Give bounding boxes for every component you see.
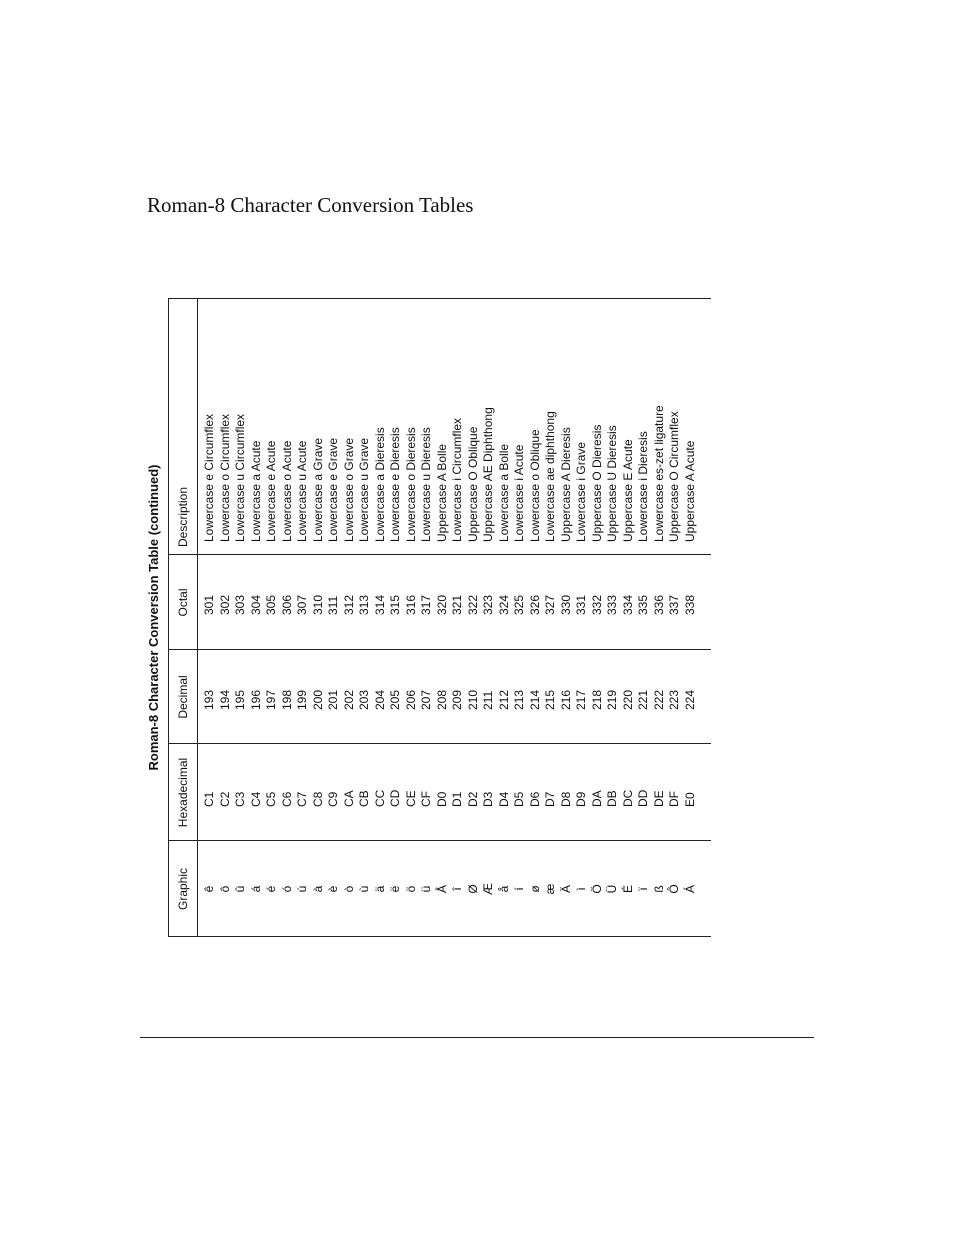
cell-octal: 312	[341, 594, 356, 615]
cell-decimal: 224	[682, 689, 697, 710]
cell-graphic: á	[248, 885, 263, 893]
cell-decimal: 206	[403, 689, 418, 710]
cell-decimal: 221	[636, 689, 650, 710]
cell-description: Uppercase O Oblique	[465, 426, 480, 542]
page-title: Roman-8 Character Conversion Tables	[147, 193, 474, 217]
cell-graphic: Ä	[558, 885, 573, 894]
cell-description: Lowercase i Circumflex	[450, 417, 464, 542]
cell-description: Lowercase i Grave	[574, 441, 588, 542]
cell-decimal: 208	[434, 689, 449, 710]
table-row	[404, 299, 420, 937]
cell-description: Lowercase i Dieresis	[636, 431, 650, 542]
cell-description: Lowercase e Circumflex	[202, 413, 216, 542]
cell-hexadecimal: C9	[326, 791, 340, 807]
table-row	[528, 299, 544, 937]
cell-description: Uppercase A Bolle	[434, 443, 449, 542]
cell-decimal: 222	[651, 689, 666, 710]
cell-description: Lowercase a Bolle	[496, 443, 511, 542]
cell-description: Uppercase U Dieresis	[605, 425, 619, 542]
cell-description: Lowercase u Circumflex	[233, 413, 247, 542]
column-header-description: Description	[176, 486, 190, 547]
cell-graphic: î	[450, 887, 464, 891]
cell-hexadecimal: CD	[388, 789, 402, 807]
cell-hexadecimal: D9	[574, 791, 588, 807]
cell-graphic: è	[326, 885, 340, 893]
cell-octal: 335	[636, 594, 650, 615]
cell-octal: 303	[233, 594, 247, 615]
cell-decimal: 193	[202, 689, 216, 710]
column-header-octal: Octal	[176, 588, 190, 617]
table-row	[497, 299, 513, 937]
cell-decimal: 219	[605, 689, 619, 710]
cell-description: Lowercase o Acute	[279, 440, 294, 542]
cell-graphic: Ô	[667, 884, 681, 894]
cell-decimal: 205	[388, 689, 402, 710]
cell-description: Uppercase AE Diphthong	[481, 407, 495, 542]
table-row	[590, 299, 606, 937]
cell-decimal: 196	[248, 689, 263, 710]
table-row	[481, 299, 497, 937]
cell-octal: 307	[295, 594, 309, 615]
table-row	[683, 299, 699, 937]
cell-description: Lowercase o Dieresis	[403, 427, 418, 542]
cell-octal: 316	[403, 594, 418, 615]
cell-description: Uppercase O Circumflex	[667, 411, 681, 542]
cell-octal: 324	[496, 594, 511, 615]
cell-description: Lowercase ae diphthong	[543, 411, 557, 542]
cell-description: Lowercase e Acute	[264, 440, 278, 542]
cell-octal: 302	[217, 594, 232, 615]
cell-graphic: ó	[279, 885, 294, 893]
cell-hexadecimal: E0	[682, 792, 697, 807]
table-body	[198, 299, 710, 937]
cell-decimal: 207	[419, 689, 433, 710]
cell-decimal: 213	[512, 689, 526, 710]
table-row	[342, 299, 358, 937]
cell-graphic: Æ	[481, 883, 495, 895]
table-row	[233, 299, 249, 937]
cell-graphic: ô	[217, 885, 232, 893]
cell-hexadecimal: CF	[419, 791, 433, 807]
cell-graphic: ï	[636, 887, 650, 891]
cell-decimal: 211	[481, 690, 495, 710]
table-row	[652, 299, 668, 937]
table-row	[450, 299, 466, 937]
cell-octal: 301	[202, 594, 216, 615]
cell-decimal: 198	[279, 689, 294, 710]
cell-hexadecimal: C3	[233, 791, 247, 807]
cell-octal: 321	[450, 594, 464, 615]
cell-decimal: 220	[620, 689, 635, 710]
cell-octal: 337	[667, 594, 681, 615]
table-row	[249, 299, 265, 937]
cell-octal: 306	[279, 594, 294, 615]
cell-octal: 333	[605, 594, 619, 615]
cell-graphic: æ	[543, 883, 557, 895]
cell-hexadecimal: D1	[450, 791, 464, 807]
cell-hexadecimal: C2	[217, 791, 232, 807]
cell-hexadecimal: D6	[527, 791, 542, 807]
table-row	[466, 299, 482, 937]
table-row	[295, 299, 311, 937]
cell-octal: 320	[434, 594, 449, 615]
cell-description: Uppercase A Acute	[682, 440, 697, 542]
cell-graphic: ë	[388, 885, 402, 893]
table-row	[667, 299, 683, 937]
cell-hexadecimal: CC	[372, 789, 387, 807]
cell-octal: 325	[512, 594, 526, 615]
column-header-graphic: Graphic	[176, 867, 190, 911]
cell-description: Uppercase A Dieresis	[558, 427, 573, 542]
table-row	[419, 299, 435, 937]
cell-graphic: É	[620, 885, 635, 894]
cell-octal: 305	[264, 594, 278, 615]
cell-octal: 327	[543, 594, 557, 615]
cell-description: Lowercase e Grave	[326, 437, 340, 542]
cell-decimal: 210	[465, 689, 480, 710]
cell-hexadecimal: C6	[279, 791, 294, 807]
table-row	[326, 299, 342, 937]
cell-description: Lowercase o Grave	[341, 437, 356, 542]
table-row	[605, 299, 621, 937]
cell-decimal: 200	[310, 689, 325, 710]
cell-graphic: ø	[527, 885, 542, 893]
cell-decimal: 216	[558, 689, 573, 710]
cell-graphic: ú	[295, 885, 309, 893]
cell-decimal: 214	[527, 689, 542, 710]
column-header-hexadecimal: Hexadecimal	[176, 757, 190, 828]
cell-hexadecimal: D5	[512, 791, 526, 807]
cell-hexadecimal: CE	[403, 790, 418, 807]
cell-hexadecimal: CB	[357, 790, 371, 807]
cell-description: Lowercase es-zet ligature	[651, 405, 666, 542]
cell-graphic: í	[512, 887, 526, 891]
table-row	[311, 299, 327, 937]
cell-hexadecimal: C5	[264, 791, 278, 807]
cell-hexadecimal: DE	[651, 790, 666, 807]
table-row	[357, 299, 373, 937]
cell-graphic: Ø	[465, 884, 480, 894]
cell-decimal: 212	[496, 689, 511, 710]
cell-hexadecimal: C1	[202, 791, 216, 807]
cell-graphic: ì	[574, 887, 588, 891]
cell-decimal: 195	[233, 689, 247, 710]
table-row	[202, 299, 218, 937]
cell-description: Lowercase o Circumflex	[217, 413, 232, 542]
cell-octal: 311	[326, 595, 340, 615]
cell-hexadecimal: DC	[620, 789, 635, 807]
column-header-decimal: Decimal	[176, 675, 190, 719]
cell-hexadecimal: DA	[589, 790, 604, 807]
cell-hexadecimal: DB	[605, 790, 619, 807]
cell-decimal: 204	[372, 689, 387, 710]
cell-description: Lowercase o Oblique	[527, 429, 542, 542]
table-row	[636, 299, 652, 937]
cell-hexadecimal: DF	[667, 791, 681, 807]
cell-octal: 326	[527, 594, 542, 615]
table-row	[218, 299, 234, 937]
cell-decimal: 209	[450, 689, 464, 710]
conversion-table	[140, 298, 711, 937]
cell-hexadecimal: D0	[434, 791, 449, 807]
cell-decimal: 197	[264, 689, 278, 710]
table-row	[373, 299, 389, 937]
table-row	[512, 299, 528, 937]
cell-graphic: ü	[419, 885, 433, 893]
cell-description: Lowercase a Grave	[310, 437, 325, 542]
cell-octal: 330	[558, 594, 573, 615]
cell-hexadecimal: D7	[543, 791, 557, 807]
table-grid	[168, 298, 711, 937]
cell-description: Lowercase e Dieresis	[388, 427, 402, 542]
cell-hexadecimal: C8	[310, 791, 325, 807]
cell-graphic: Ü	[605, 884, 619, 894]
cell-hexadecimal: D2	[465, 791, 480, 807]
cell-description: Uppercase O Dieresis	[589, 424, 604, 542]
cell-decimal: 215	[543, 689, 557, 710]
cell-description: Lowercase a Dieresis	[372, 427, 387, 542]
cell-hexadecimal: DD	[636, 789, 650, 807]
cell-description: Lowercase a Acute	[248, 440, 263, 542]
cell-hexadecimal: CA	[341, 790, 356, 807]
table-header-row	[169, 299, 198, 937]
cell-description: Lowercase u Grave	[357, 437, 371, 542]
cell-graphic: é	[264, 885, 278, 893]
table-row	[543, 299, 559, 937]
table-row	[280, 299, 296, 937]
cell-hexadecimal: D3	[481, 791, 495, 807]
conversion-table-rotated	[140, 298, 711, 937]
footer-divider	[140, 1037, 814, 1038]
cell-graphic: à	[310, 885, 325, 893]
cell-graphic: û	[233, 885, 247, 893]
cell-decimal: 203	[357, 689, 371, 710]
cell-decimal: 199	[295, 689, 309, 710]
table-row	[621, 299, 637, 937]
cell-octal: 317	[419, 594, 433, 615]
cell-graphic: ê	[202, 885, 216, 893]
cell-graphic: ä	[372, 885, 387, 893]
cell-octal: 334	[620, 594, 635, 615]
cell-octal: 313	[357, 594, 371, 615]
cell-octal: 338	[682, 594, 697, 615]
cell-graphic: Ö	[589, 884, 604, 894]
cell-hexadecimal: D8	[558, 791, 573, 807]
cell-octal: 332	[589, 594, 604, 615]
cell-octal: 304	[248, 594, 263, 615]
table-row	[388, 299, 404, 937]
cell-graphic: ù	[357, 885, 371, 893]
cell-octal: 310	[310, 594, 325, 615]
cell-graphic: ò	[341, 885, 356, 893]
cell-decimal: 223	[667, 689, 681, 710]
cell-graphic: ö	[403, 885, 418, 893]
cell-hexadecimal: C7	[295, 791, 309, 807]
cell-octal: 323	[481, 594, 495, 615]
cell-octal: 322	[465, 594, 480, 615]
cell-hexadecimal: D4	[496, 791, 511, 807]
cell-description: Lowercase u Acute	[295, 440, 309, 542]
cell-graphic: Å	[434, 885, 449, 894]
cell-graphic: å	[496, 885, 511, 893]
cell-hexadecimal: C4	[248, 791, 263, 807]
cell-graphic: ß	[651, 885, 666, 893]
cell-octal: 314	[372, 594, 387, 615]
cell-decimal: 201	[326, 689, 340, 710]
cell-graphic: Á	[682, 885, 697, 894]
cell-description: Uppercase E Acute	[620, 439, 635, 542]
table-row	[435, 299, 451, 937]
cell-description: Lowercase i Acute	[512, 444, 526, 542]
table-row	[264, 299, 280, 937]
cell-decimal: 218	[589, 689, 604, 710]
cell-octal: 336	[651, 594, 666, 615]
cell-description: Lowercase u Dieresis	[419, 427, 433, 542]
table-row	[559, 299, 575, 937]
table-row	[574, 299, 590, 937]
cell-decimal: 202	[341, 689, 356, 710]
table-caption: Roman-8 Character Conversion Table (continued)	[146, 464, 161, 771]
cell-octal: 331	[574, 594, 588, 615]
cell-decimal: 194	[217, 689, 232, 710]
cell-octal: 315	[388, 594, 402, 615]
cell-decimal: 217	[574, 689, 588, 710]
